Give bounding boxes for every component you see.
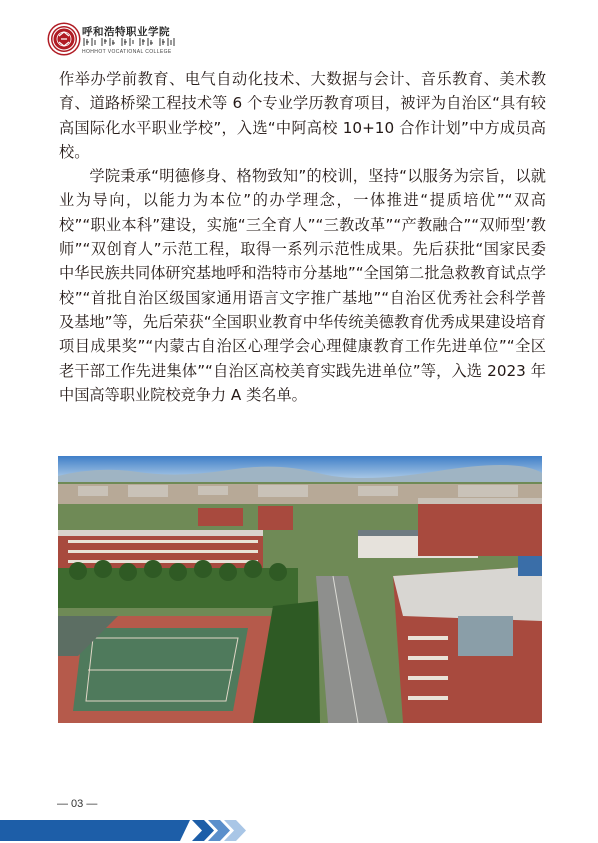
header-logo [49, 22, 249, 58]
campus-aerial-photo [58, 456, 542, 723]
college-name-en: HOHHOT VOCATIONAL COLLEGE [82, 49, 172, 55]
body-text [59, 67, 546, 407]
paragraph-1: 作举办学前教育、电气自动化技术、大数据与会计、音乐教育、美术教育、道路桥梁工程技术等 6 个专业学历教育项目，被评为自治区“具有较高国际化水平职业学校”，入选“中阿高校 10+10 合作计划”中方成员高校。 [59, 70, 546, 161]
page-number: — 03 — [57, 798, 98, 810]
paragraph-2: 学院秉承“明德修身、格物致知”的校训，坚持“以服务为宗旨，以就业为导向，以能力为本位”的办学理念，一体推进“提质培优”“双高校”“职业本科”建设，实施“三全育人”“三教改革”“产教融合”“双师型’教师”“双创育人”示范工程，取得一系列示范性成果。先后获批“国家民委中华民族共同体研究基地呼和浩特市分基地”“全国第二批急救教育试点学校”“首批自治区级国家通用语言文字推广基地”“自治区优秀社会科学普及基地”等，先后荣获“全国职业教育中华传统美德教育优秀成果建设培育项目成果奖”“内蒙古自治区心理学会心理健康教育工作先进单位”“全区老干部工作先进集体”“自治区高校美育实践先进单位”等，入选 2023 年中国高等职业院校竞争力 A 类名单。 [59, 167, 546, 404]
college-seal-icon [49, 24, 79, 54]
college-name-cn: 呼和浩特职业学院 [82, 26, 170, 38]
college-name-mongolian-script [82, 37, 178, 47]
footer-decoration [0, 818, 598, 843]
